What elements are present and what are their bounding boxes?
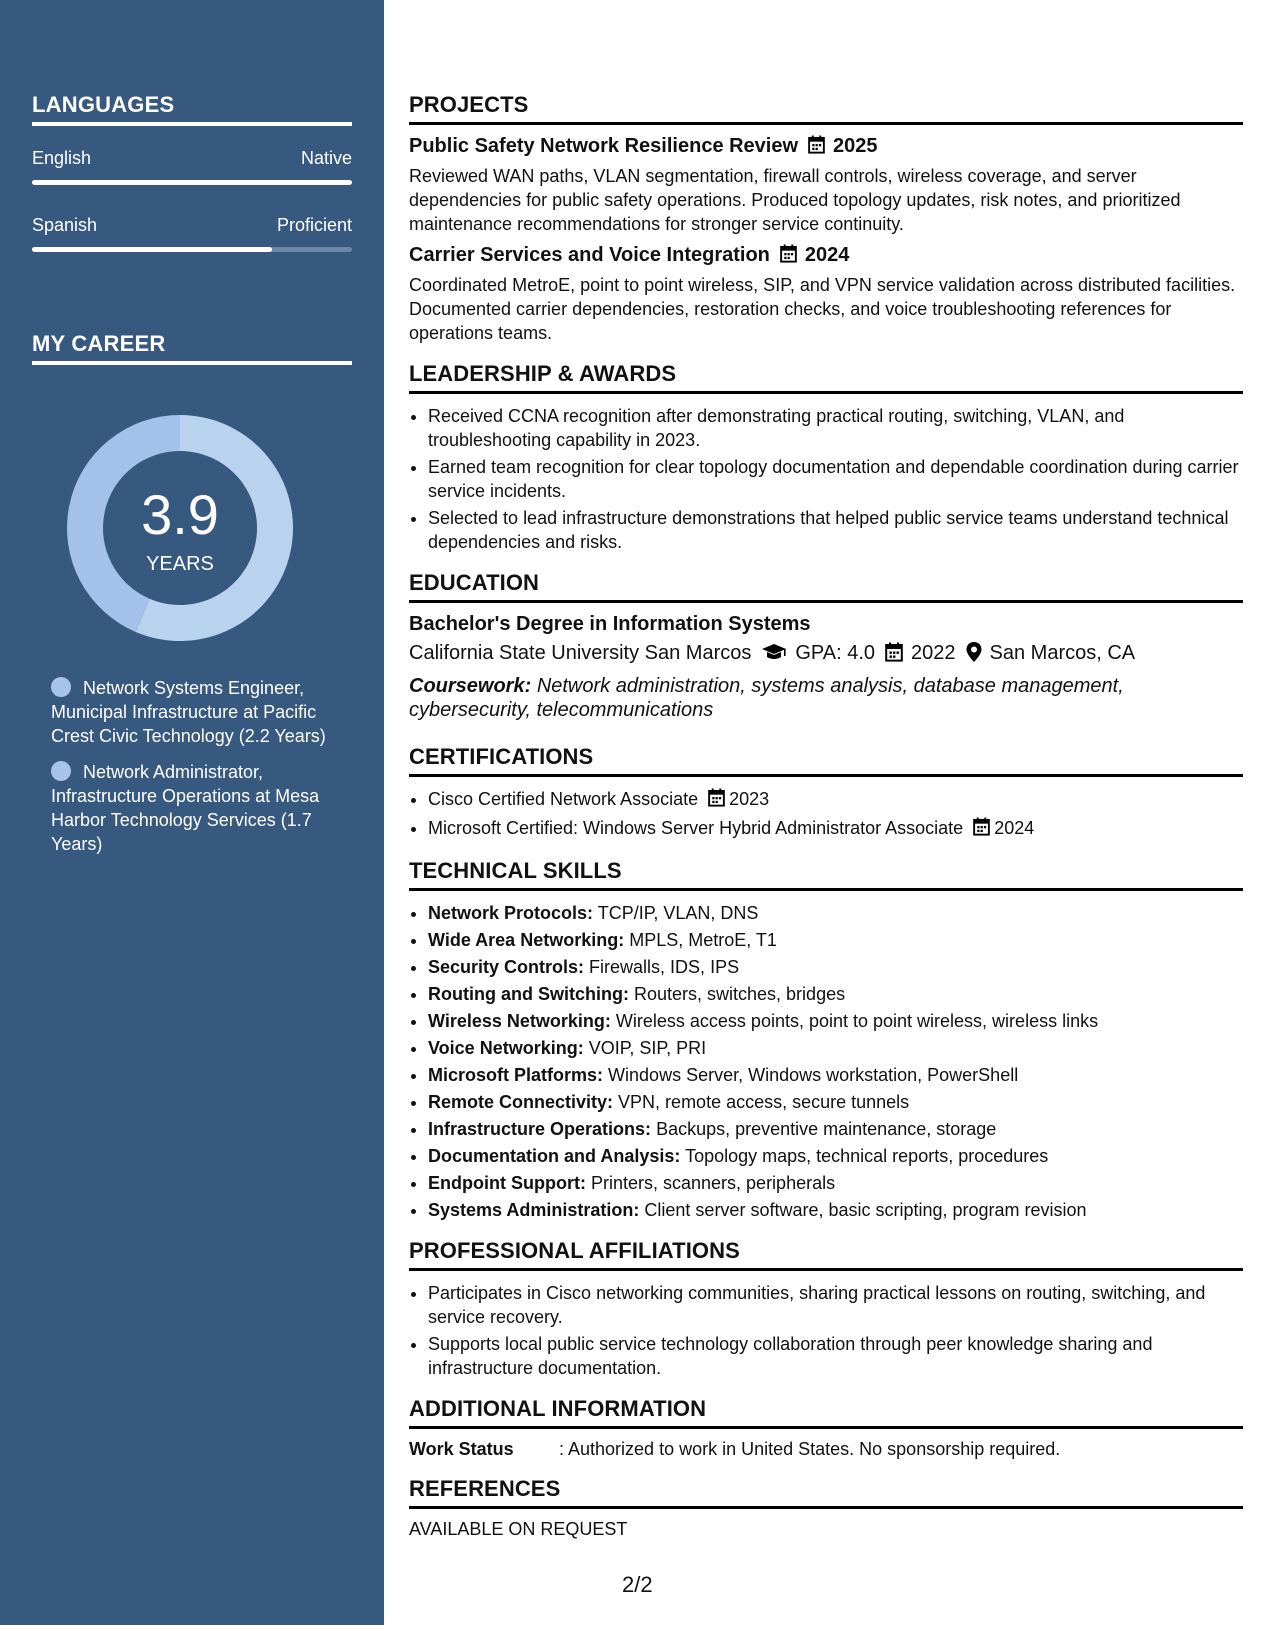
calendar-icon [808, 135, 825, 160]
skill-item [428, 1144, 1243, 1168]
work-status-value: : Authorized to work in United States. No sponsorship required. [559, 1439, 1061, 1459]
certifications-list [409, 787, 1243, 842]
skill-value: Client server software, basic scripting, program revision [644, 1200, 1087, 1220]
career-item-text: Network Administrator, Infrastructure Operations at Mesa Harbor Technology Services (1.7 Years) [51, 762, 320, 854]
affiliations-section [409, 1238, 1243, 1380]
references-section [409, 1476, 1243, 1540]
skill-item [428, 982, 1243, 1006]
career-donut-chart [67, 415, 293, 641]
list-item: • Earned team recognition for clear topology documentation and dependable coordination during carrier service incidents. [428, 455, 1243, 503]
page-number: 2/2 [622, 1572, 653, 1597]
skill-value: Backups, preventive maintenance, storage [656, 1119, 997, 1139]
skill-value: VOIP, SIP, PRI [588, 1038, 707, 1058]
language-level-fill [32, 180, 352, 185]
language-list [32, 148, 352, 252]
career-dot-icon [51, 761, 71, 781]
skill-value: Routers, switches, bridges [634, 984, 846, 1004]
project-description: Coordinated MetroE, point to point wireless, SIP, and VPN service validation across distributed facilities. Documented carrier dependencies, restoration checks, and voice troubleshooting references for operations teams. [409, 275, 1236, 343]
skill-label: Wide Area Networking: [428, 930, 625, 950]
skill-value: TCP/IP, VLAN, DNS [597, 903, 759, 923]
skill-label: Microsoft Platforms: [428, 1065, 604, 1085]
skill-label: Wireless Networking: [428, 1011, 611, 1031]
skill-item [428, 1063, 1243, 1087]
languages-heading: LANGUAGES [32, 92, 352, 126]
career-total-years: 3.9 [141, 483, 219, 546]
list-item: • Supports local public service technology collaboration through peer knowledge sharing and infrastructure documentation. [428, 1332, 1243, 1380]
skill-value: Topology maps, technical reports, procedures [685, 1146, 1049, 1166]
career-item-text: Network Systems Engineer, Municipal Infrastructure at Pacific Crest Civic Technology (2.2 Years) [51, 678, 326, 746]
skill-label: Voice Networking: [428, 1038, 584, 1058]
skill-item [428, 1198, 1243, 1222]
list-item: • Selected to lead infrastructure demonstrations that helped public service teams understand technical dependencies and risks. [428, 506, 1243, 554]
skill-item [428, 1009, 1243, 1033]
certification-item [428, 816, 1243, 842]
project-title-row [409, 135, 1243, 160]
skill-item [428, 1171, 1243, 1195]
leadership-list [409, 404, 1243, 554]
language-row [32, 148, 352, 170]
skill-label: Documentation and Analysis: [428, 1146, 681, 1166]
calendar-icon [885, 642, 903, 668]
language-level-bar [32, 247, 352, 252]
career-dot-icon [51, 677, 71, 697]
skill-item [428, 955, 1243, 979]
sidebar [0, 0, 384, 1625]
graduation-cap-icon [761, 642, 787, 668]
certifications-section [409, 744, 1243, 842]
graduation-year: 2022 [911, 642, 956, 664]
certification-year: 2024 [994, 818, 1035, 838]
leadership-section [409, 361, 1243, 554]
career-list [51, 676, 331, 868]
list-item: • Received CCNA recognition after demonstrating practical routing, switching, VLAN, and troubleshooting capability in 2023. [428, 404, 1243, 452]
leadership-heading: LEADERSHIP & AWARDS [409, 361, 1243, 394]
skills-list [409, 901, 1243, 1222]
additional-heading: ADDITIONAL INFORMATION [409, 1396, 1243, 1429]
career-item [51, 760, 331, 856]
career-heading: MY CAREER [32, 331, 352, 365]
language-level-fill [32, 247, 272, 252]
skill-item [428, 928, 1243, 952]
references-text: AVAILABLE ON REQUEST [409, 1519, 628, 1539]
school-name: California State University San Marcos [409, 642, 752, 664]
project-name: Public Safety Network Resilience Review [409, 135, 799, 157]
coursework-label: Coursework: [409, 675, 532, 697]
projects-list [409, 135, 1243, 345]
work-status [409, 1439, 1243, 1460]
skills-heading: TECHNICAL SKILLS [409, 858, 1243, 891]
skill-label: Remote Connectivity: [428, 1092, 614, 1112]
language-level: Proficient [276, 215, 352, 235]
project-description: Reviewed WAN paths, VLAN segmentation, firewall controls, wireless coverage, and server dependencies for public safety operations. Produced topology updates, risk notes, and prioritized maintenance recommendations for stronger service continuity. [409, 166, 1181, 234]
language-row [32, 215, 352, 237]
certification-year: 2023 [729, 789, 770, 809]
skill-value: Wireless access points, point to point wireless, wireless links [615, 1011, 1099, 1031]
skill-label: Endpoint Support: [428, 1173, 586, 1193]
certifications-heading: CERTIFICATIONS [409, 744, 1243, 777]
degree-title: Bachelor's Degree in Information Systems [409, 613, 811, 635]
skill-item [428, 1036, 1243, 1060]
education-heading: EDUCATION [409, 570, 1243, 603]
skill-value: Firewalls, IDS, IPS [589, 957, 740, 977]
education-section [409, 570, 1243, 722]
education-details [409, 642, 1243, 668]
certification-name: Cisco Certified Network Associate [428, 789, 699, 809]
work-status-label: Work Status [409, 1439, 514, 1459]
skill-label: Systems Administration: [428, 1200, 640, 1220]
coursework-text: Network administration, systems analysis, database management, cybersecurity, telecommunications [409, 675, 1124, 721]
language-level-bar [32, 180, 352, 185]
skill-label: Routing and Switching: [428, 984, 629, 1004]
projects-heading: PROJECTS [409, 92, 1243, 125]
references-heading: REFERENCES [409, 1476, 1243, 1509]
career-donut-label [67, 415, 293, 641]
career-heading-block [32, 331, 352, 365]
project-title-row [409, 244, 1243, 269]
school-location: San Marcos, CA [989, 642, 1136, 664]
skill-item [428, 901, 1243, 925]
project-name: Carrier Services and Voice Integration [409, 244, 770, 266]
coursework [409, 674, 1243, 722]
certification-item [428, 787, 1243, 813]
career-item [51, 676, 331, 748]
gpa: GPA: 4.0 [795, 642, 876, 664]
career-total-unit: YEARS [146, 553, 214, 575]
calendar-icon [780, 244, 797, 269]
affiliations-list [409, 1281, 1243, 1380]
skill-value: MPLS, MetroE, T1 [629, 930, 777, 950]
skills-section [409, 858, 1243, 1222]
skill-item [428, 1117, 1243, 1141]
language-name: Spanish [32, 215, 98, 235]
skill-value: Windows Server, Windows workstation, PowerShell [608, 1065, 1019, 1085]
calendar-icon [973, 817, 990, 842]
additional-section [409, 1396, 1243, 1460]
skill-value: Printers, scanners, peripherals [590, 1173, 836, 1193]
location-pin-icon [966, 642, 982, 668]
main-content [409, 92, 1243, 1556]
skill-item [428, 1090, 1243, 1114]
skill-label: Network Protocols: [428, 903, 594, 923]
skill-label: Infrastructure Operations: [428, 1119, 652, 1139]
projects-section [409, 92, 1243, 345]
certification-name: Microsoft Certified: Windows Server Hybrid Administrator Associate [428, 818, 964, 838]
affiliations-heading: PROFESSIONAL AFFILIATIONS [409, 1238, 1243, 1271]
skill-label: Security Controls: [428, 957, 585, 977]
language-level: Native [300, 148, 352, 168]
project-year: 2024 [804, 244, 850, 266]
project-year: 2025 [833, 135, 878, 157]
skill-value: VPN, remote access, secure tunnels [618, 1092, 910, 1112]
calendar-icon [708, 788, 725, 813]
language-name: English [32, 148, 92, 168]
list-item: • Participates in Cisco networking communities, sharing practical lessons on routing, switching, and service recovery. [428, 1281, 1243, 1329]
languages-section [32, 92, 352, 252]
